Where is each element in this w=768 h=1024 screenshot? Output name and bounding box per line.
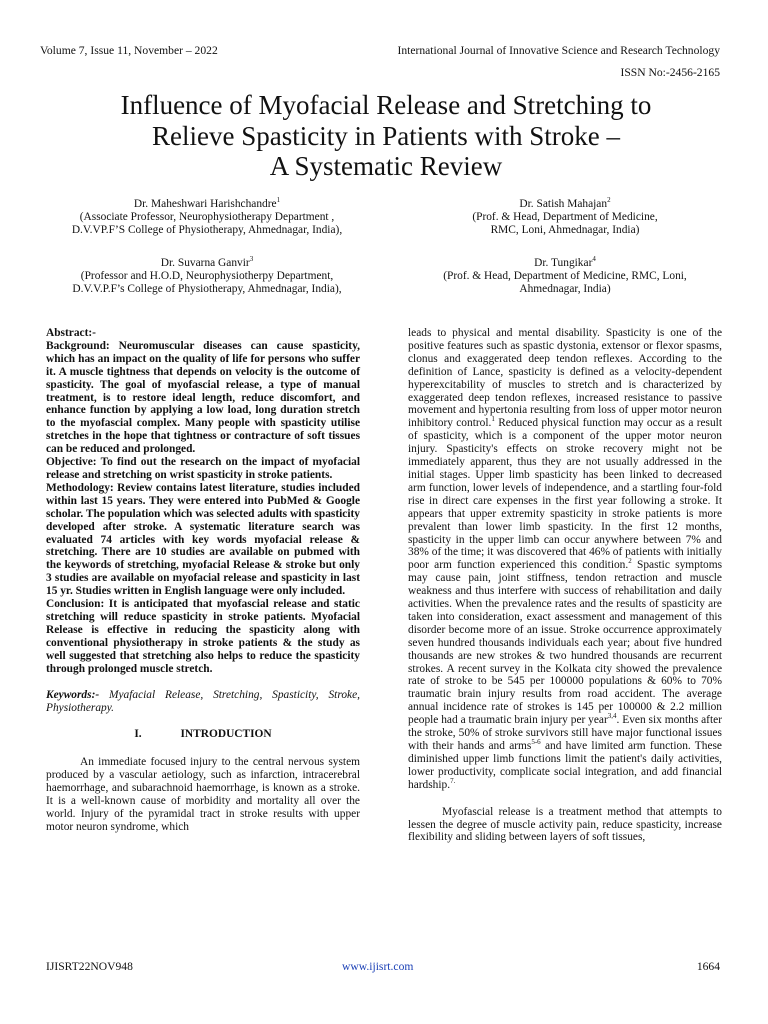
title-line: Relieve Spasticity in Patients with Stroke – bbox=[152, 120, 620, 151]
abstract-methodology: Methodology: Review contains latest literature, studies included within last 15 years. They were entered into PubMed & Google scholar. The population which was selected adults with spasticity developed after stroke. A systematic literature search was evaluated 74 articles with key words myofacial release & stretching. There are 10 studies are available on pubmed with the keywords of stretching, myofacial Release & stroke but only 3 studies are available on myofacial release and spasticity in last 15 yr. Studies written in English language were only included. bbox=[46, 481, 360, 598]
paper-title bbox=[40, 90, 732, 182]
journal-name: International Journal of Innovative Science and Research Technology bbox=[397, 44, 720, 57]
author-affiliation: D.V.VP.F’S College of Physiotherapy, Ahmednagar, India), bbox=[71, 224, 343, 236]
section-heading-introduction bbox=[46, 728, 360, 741]
body-paragraph: leads to physical and mental disability. Spasticity is one of the positive features such as spastic dystonia, extensor or flexor spasms, clonus and exaggerated deep tendon reflexes. According to the definition of Lance, spasticity is defined as a velocity-dependent hyperexcitability of muscles to stretch and is characterized by exaggerated deep tendon reflexes, increased resistance to passive movement and hypertonia resulting from loss of upper motor neuron inhibitory control.$^1$ Reduced physical function may occur as a result of spasticity, which is a component of the upper motor neuron injury. Spasticity's effects on stroke recovery might not be immediately apparent, thus they are not usually addressed in the initial stages. Upper limb spasticity has been linked to decreased arm function, lower levels of independence, and a startling four-fold rise in direct care expenses in the first year following a stroke. It appears that upper extremity spasticity in stroke patients is more prevalent than lower limb spasticity. In the first 12 months, spasticity in the upper limb can occur anywhere between 7% and 38% of the time; it was discovered that 46% of patients with initially poor arm function experienced this condition.$^2$ Spastic symptoms may cause pain, joint stiffness, tendon retraction and muscle weakness and thus interfere with success of rehabilitation and daily activities. When the prevalence rates and the results of spasticity are taken into consideration, exact assessment and management of this disorder become more of an issue. Stroke occurrence approximately seven hundred thousands individuals each year; about five hundred thousands are new strokes & two hundred thousands are recurrent strokes. A recent survey in the Kolkata city showed the prevalence rate of stroke to be 545 per 100000 populations & 60% to 70% traumatic brain injury results from road accident. The average annual incidence rate of strokes is 145 per 100000 & 2.2 million people had a traumatic brain injury per year$^{3,4}$. Even six months after the stroke, 50% of stroke survivors still have major functional issues with their hands and arms$^{5-6}$ and have limited arm function. These diminished upper limb functions limit the patient's daily activities, lower productivity, complicate social integration, and add financial hardship.$^{7.}$ bbox=[408, 327, 723, 791]
author-sup: 4 bbox=[592, 255, 596, 264]
author-affiliation: D.V.V.P.F’s College of Physiotherapy, Ahmednagar, India), bbox=[72, 283, 342, 295]
author-sup: 2 bbox=[607, 196, 611, 205]
footer-page-number: 1664 bbox=[696, 960, 720, 973]
section-title: INTRODUCTION bbox=[180, 728, 272, 741]
abstract-conclusion: Conclusion: It is anticipated that myofascial release and static stretching will reduce spasticity in stroke patients. Myofacial Release is effective in reducing the spasticity along with conventional physiotherapy in stroke patients & the study as well suggested that stretching also helps to reduce the spasticity through prolonged muscle stretch. bbox=[46, 598, 360, 675]
title-line: A Systematic Review bbox=[269, 151, 503, 181]
author-affiliation: (Prof. & Head, Department of Medicine, RMC, Loni, bbox=[443, 270, 687, 282]
citation-sup: 7. bbox=[450, 776, 456, 785]
author-sup: 3 bbox=[249, 255, 254, 264]
left-column bbox=[46, 327, 360, 834]
citation-sup: 2 bbox=[628, 557, 632, 566]
abstract-objective: Objective: To find out the research on the impact of myofacial release and stretching on wrist spasticity in stroke patients. bbox=[46, 456, 360, 481]
citation-sup: 3,4 bbox=[607, 712, 617, 721]
volume-issue: Volume 7, Issue 11, November – 2022 bbox=[40, 44, 218, 57]
citation-sup: 5-6 bbox=[531, 738, 541, 747]
author-affiliation: Ahmednagar, India) bbox=[519, 283, 611, 295]
author-block-2 bbox=[400, 198, 730, 237]
author-block-1 bbox=[42, 198, 372, 237]
title-line: Influence of Myofacial Release and Stretching to bbox=[120, 90, 652, 120]
abstract-background: Background: Neuromuscular diseases can cause spasticity, which has an impact on the quality of life for persons who suffer it. A muscle tightness that depends on velocity is the outcome of spasticity. The goal of myofascial release, a type of manual treatment, is to restore ideal length, reduce discomfort, and enhance function by applying a low load, long duration stretch to the myofascial complex. Many people with spasticity utilise stretches in the hope that tightness or contracture of soft tissues can be reduced and prolonged. bbox=[46, 339, 360, 456]
author-name: Dr. Tungikar bbox=[534, 257, 593, 269]
section-number: I. bbox=[134, 728, 142, 741]
abstract-heading: Abstract:- bbox=[46, 327, 96, 339]
author-affiliation: (Professor and H.O.D, Neurophysiotherpy Department, bbox=[80, 270, 334, 282]
footer-url[interactable] bbox=[342, 960, 413, 973]
citation-sup: 1 bbox=[491, 415, 495, 424]
author-name: Dr. Suvarna Ganvir bbox=[160, 257, 250, 269]
author-sup: 1 bbox=[276, 196, 281, 205]
author-affiliation: (Associate Professor, Neurophysiotherapy Department , bbox=[79, 211, 335, 223]
right-column bbox=[408, 327, 722, 844]
keywords: Keywords:- Myafacial Release, Stretching, Spasticity, Stroke, Physiotherapy. bbox=[46, 689, 360, 715]
author-affiliation: (Prof. & Head, Department of Medicine, bbox=[472, 211, 658, 223]
author-name: Dr. Maheshwari Harishchandre bbox=[133, 198, 277, 210]
footer-paper-id: IJISRT22NOV948 bbox=[46, 960, 133, 973]
issn: ISSN No:-2456-2165 bbox=[620, 66, 720, 79]
journal-link[interactable]: www.ijisrt.com bbox=[342, 960, 414, 973]
author-block-3 bbox=[42, 257, 372, 296]
author-block-4 bbox=[400, 257, 730, 296]
intro-paragraph: An immediate focused injury to the central nervous system produced by a vascular aetiology, such as infarction, intracerebral haemorrhage, and subarachnoid haemorrhage, is known as a stroke. It is a well-known cause of morbidity and mortality all over the world. Injury of the pyramidal tract in stroke results with upper motor neuron syndrome, which bbox=[46, 756, 360, 833]
author-name: Dr. Satish Mahajan bbox=[519, 198, 608, 210]
body-paragraph: Myofascial release is a treatment method that attempts to lessen the degree of muscle activity pain, reduce spasticity, increase flexibility and sliding between layers of soft tissues, bbox=[408, 805, 722, 844]
author-affiliation: RMC, Loni, Ahmednagar, India) bbox=[490, 224, 640, 236]
